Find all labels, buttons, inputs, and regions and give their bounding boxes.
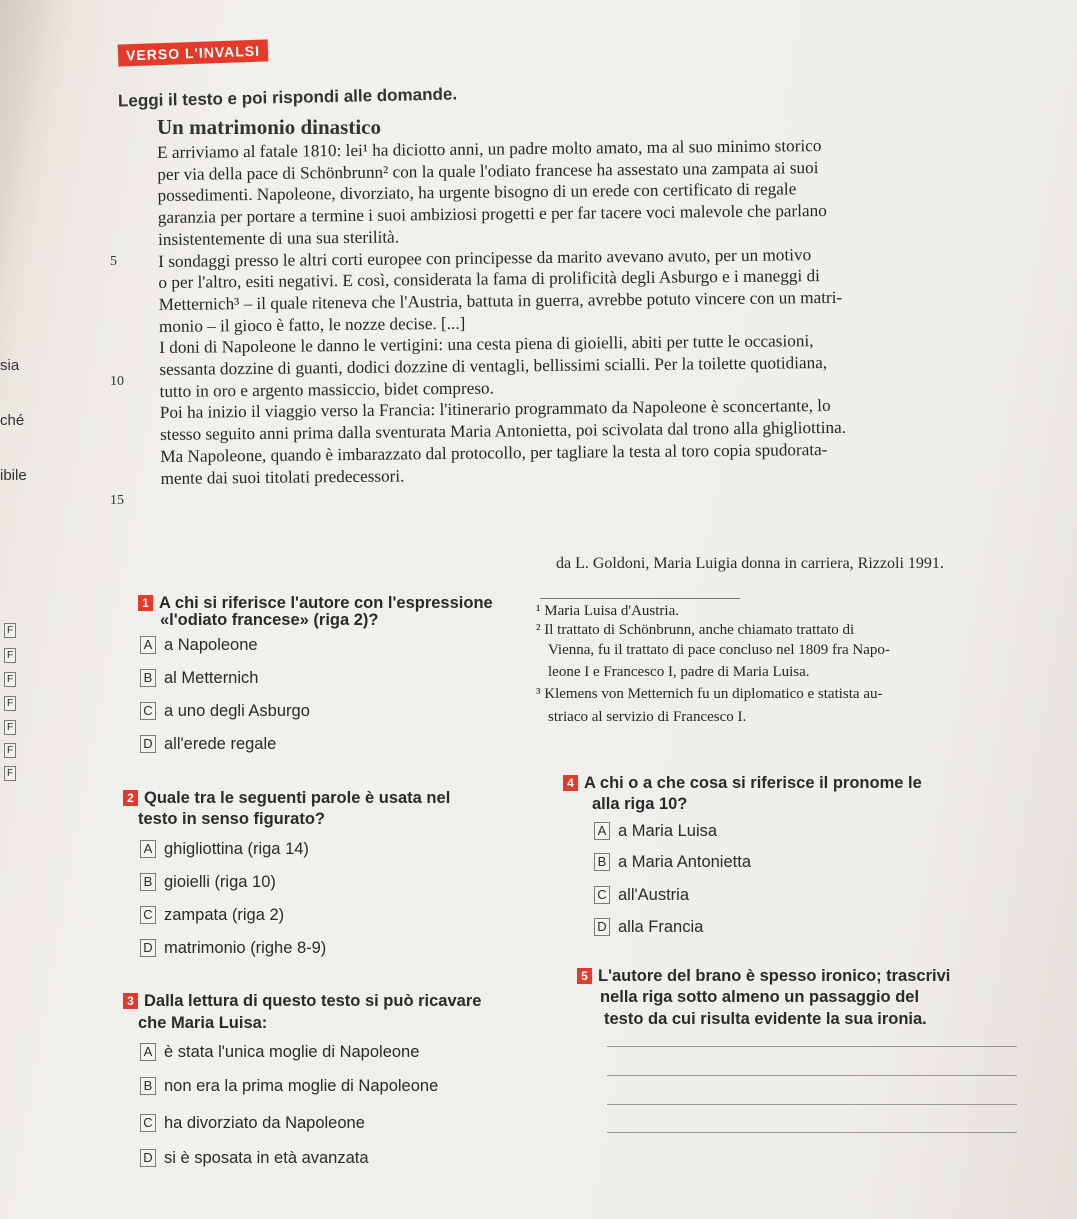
question-5-text-cont: testo da cui risulta evidente la sua ironia. [604,1010,927,1028]
question-1-text: 1 A chi si riferisce l'autore con l'espressione [138,594,493,613]
question-4-option-b[interactable]: B a Maria Antonietta [594,853,751,872]
margin-f-box: F [4,743,16,758]
margin-word: ché [0,412,25,429]
footnote: ³ Klemens von Metternich fu un diplomatico e statista au- [536,686,883,702]
question-3-option-b[interactable]: B non era la prima moglie di Napoleone [140,1077,438,1096]
question-3-text-cont: che Maria Luisa: [138,1014,268,1032]
footnote-divider [540,598,740,599]
section-badge: VERSO L'INVALSI [118,39,269,66]
margin-f-box: F [4,623,16,638]
question-1-number: 1 [138,595,153,611]
answer-line[interactable] [607,1075,1017,1076]
margin-f-box: F [4,672,16,687]
passage-line: mente dai suoi titolati predecessori. [160,465,405,488]
instruction: Leggi il testo e poi rispondi alle domande. [117,84,458,111]
passage-line: monio – il gioco è fatto, le nozze decise. [...] [158,313,466,336]
footnote: striaco al servizio di Francesco I. [548,709,747,725]
margin-word: ibile [0,467,27,484]
question-2-text: 2 Quale tra le seguenti parole è usata nel [123,789,450,808]
line-number: 15 [110,493,124,508]
question-5-number: 5 [577,968,592,984]
passage-line: tutto in oro e argento massiccio, bidet compreso. [159,378,494,401]
question-4-option-c[interactable]: C all'Austria [594,886,689,905]
footnote: leone I e Francesco I, padre di Maria Luisa. [548,664,810,680]
passage-line: E arriviamo al fatale 1810: lei¹ ha diciotto anni, un padre molto amato, ma al suo minimo storico [157,136,822,162]
question-2-option-a[interactable]: A ghigliottina (riga 14) [140,840,309,859]
passage-source: da L. Goldoni, Maria Luigia donna in carriera, Rizzoli 1991. [556,555,944,572]
passage-line: per via della pace di Schönbrunn² con la quale l'odiato francese ha assestato una zampata ai suoi [157,157,819,184]
footnote: ² Il trattato di Schönbrunn, anche chiamato trattato di [536,622,855,638]
passage-line: possedimenti. Napoleone, divorziato, ha urgente bisogno di un erede con certificato di regale [157,179,797,206]
answer-line[interactable] [607,1104,1017,1105]
passage-line: sessanta dozzine di guanti, dodici dozzine di ventagli, bellissimi scialli. Per la toilette quotidiana, [159,353,828,380]
question-2-number: 2 [123,790,138,806]
passage-line: garanzia per portare a termine i suoi ambiziosi progetti e per far tacere voci malevole che parlano [157,201,827,228]
question-4-text-cont: alla riga 10? [592,795,688,813]
passage-line: I sondaggi presso le altri corti europee con principesse da marito avevano avuto, per un motivo [158,244,812,271]
passage-line: I doni di Napoleone le danno le vertigini: una cesta piena di gioielli, abiti per tutte le occasioni, [159,331,814,358]
passage-line: insistentemente di una sua sterilità. [157,227,400,249]
question-2-option-d[interactable]: D matrimonio (righe 8-9) [140,939,326,958]
question-3-number: 3 [123,993,138,1009]
question-2-text-cont: testo in senso figurato? [138,810,326,828]
line-number: 5 [110,254,117,269]
question-1-text-cont: «l'odiato francese» (riga 2)? [160,611,379,629]
question-1-option-d[interactable]: D all'erede regale [140,735,276,754]
question-2-option-b[interactable]: B gioielli (riga 10) [140,873,276,892]
question-5-text: 5 L'autore del brano è spesso ironico; trascrivi [577,967,950,986]
margin-f-box: F [4,766,16,781]
answer-line[interactable] [607,1046,1017,1047]
question-5-text-cont: nella riga sotto almeno un passaggio del [600,988,920,1006]
margin-f-box: F [4,648,16,663]
passage-line: o per l'altro, esiti negativi. E così, considerata la fama di prolificità degli Asburgo e i maneggi di [158,266,820,293]
passage-line: Ma Napoleone, quando è imbarazzato dal protocollo, per tagliare la testa al toro copia spudorata- [160,439,828,466]
question-2-option-c[interactable]: C zampata (riga 2) [140,906,284,925]
margin-f-box: F [4,720,16,735]
question-3-option-d[interactable]: D si è sposata in età avanzata [140,1149,369,1168]
footnote: Vienna, fu il trattato di pace concluso nel 1809 fra Napo- [548,642,890,658]
footnote: ¹ Maria Luisa d'Austria. [536,603,679,619]
question-4-text: 4 A chi o a che cosa si riferisce il pronome le [563,774,922,793]
question-1-option-b[interactable]: B al Metternich [140,669,258,688]
question-4-option-d[interactable]: D alla Francia [594,918,703,937]
question-1-option-a[interactable]: A a Napoleone [140,636,258,655]
passage-line: Poi ha inizio il viaggio verso la Francia: l'itinerario programmato da Napoleone è sconcertante, lo [159,396,831,423]
passage-title: Un matrimonio dinastico [157,115,382,139]
line-number: 10 [110,374,124,389]
question-4-option-a[interactable]: A a Maria Luisa [594,822,717,841]
passage-line: Metternich³ – il quale riteneva che l'Austria, battuta in guerra, avrebbe potuto vincere con un matri- [158,287,843,314]
margin-f-box: F [4,696,16,711]
question-4-number: 4 [563,775,578,791]
question-3-option-c[interactable]: C ha divorziato da Napoleone [140,1114,365,1133]
passage-body [157,134,961,490]
question-1-option-c[interactable]: C a uno degli Asburgo [140,702,310,721]
question-3-text: 3 Dalla lettura di questo testo si può ricavare [123,992,481,1011]
passage-line: stesso seguito anni prima dalla sventurata Maria Antonietta, poi scivolata dal trono alla ghigliottina. [159,417,847,445]
answer-line[interactable] [607,1132,1017,1133]
question-3-option-a[interactable]: A è stata l'unica moglie di Napoleone [140,1043,419,1062]
margin-word: sia [0,357,20,374]
